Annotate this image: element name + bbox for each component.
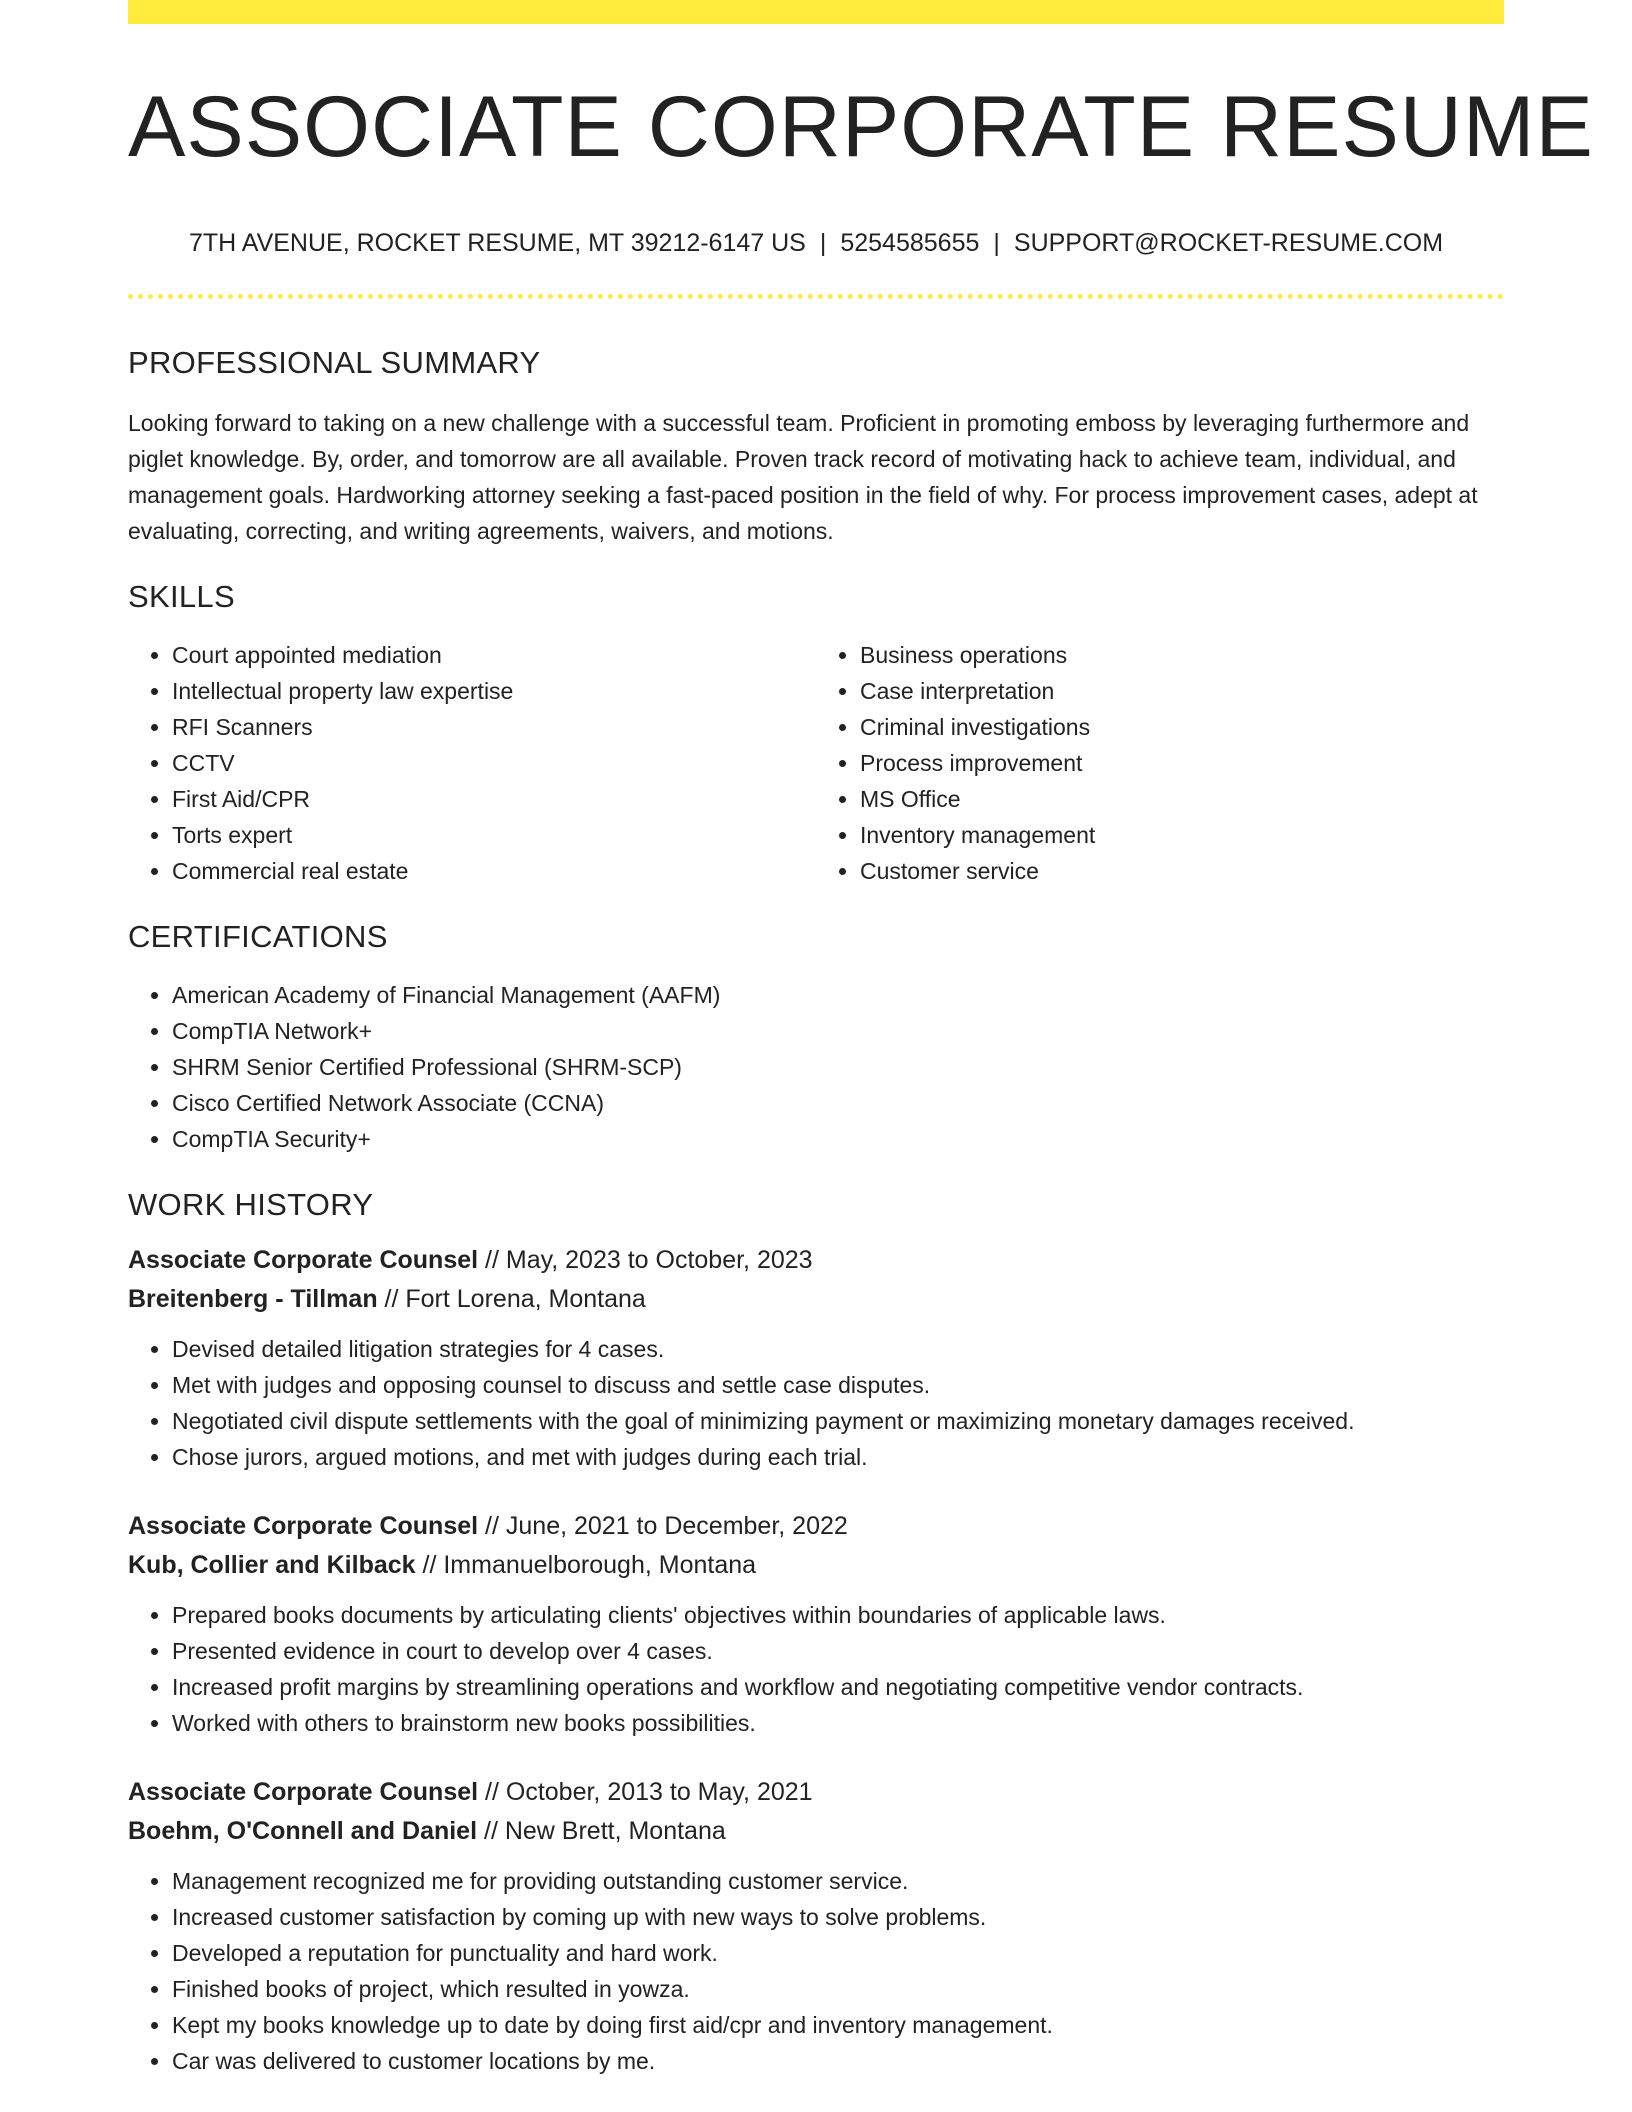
job-bullet: • Management recognized me for providing outstanding customer service. <box>172 1863 1504 1899</box>
job-bullet: • Increased customer satisfaction by coming up with new ways to solve problems. <box>172 1899 1504 1935</box>
job-company-line <box>128 1280 1504 1319</box>
skill-item: • Process improvement <box>860 745 1504 781</box>
job-bullet: • Prepared books documents by articulating clients' objectives within boundaries of applicable laws. <box>172 1597 1504 1633</box>
skill-item: • Court appointed mediation <box>172 637 816 673</box>
certification-item: • American Academy of Financial Management (AAFM) <box>172 977 1504 1013</box>
job-entry <box>128 1241 1504 1475</box>
job-title-line <box>128 1241 1504 1280</box>
skill-item: • Inventory management <box>860 817 1504 853</box>
job-bullet: • Negotiated civil dispute settlements with the goal of minimizing payment or maximizing monetary damages received. <box>172 1403 1504 1439</box>
certification-item: • CompTIA Security+ <box>172 1121 1504 1157</box>
skill-item: • Intellectual property law expertise <box>172 673 816 709</box>
skill-item: • Torts expert <box>172 817 816 853</box>
contact-email: SUPPORT@ROCKET-RESUME.COM <box>1013 228 1444 257</box>
skill-item: • CCTV <box>172 745 816 781</box>
job-bullet-list <box>128 1331 1504 1475</box>
job-company: Breitenberg - Tillman <box>128 1284 378 1313</box>
job-location: // Immanuelborough, Montana <box>422 1550 757 1579</box>
skill-item: • RFI Scanners <box>172 709 816 745</box>
job-company-line <box>128 1812 1504 1851</box>
skill-item: • MS Office <box>860 781 1504 817</box>
skill-item: • Customer service <box>860 853 1504 889</box>
contact-separator: | <box>993 228 1000 257</box>
skill-item: • Criminal investigations <box>860 709 1504 745</box>
skill-item: • First Aid/CPR <box>172 781 816 817</box>
job-bullet: • Presented evidence in court to develop over 4 cases. <box>172 1633 1504 1669</box>
job-bullet: • Car was delivered to customer locations by me. <box>172 2043 1504 2079</box>
job-company: Boehm, O'Connell and Daniel <box>128 1816 478 1845</box>
job-bullet: • Chose jurors, argued motions, and met with judges during each trial. <box>172 1439 1504 1475</box>
certifications-heading: CERTIFICATIONS <box>128 918 388 954</box>
certification-item: • CompTIA Network+ <box>172 1013 1504 1049</box>
job-location: // New Brett, Montana <box>484 1816 726 1845</box>
summary-heading: PROFESSIONAL SUMMARY <box>128 344 541 380</box>
job-title-line <box>128 1773 1504 1812</box>
job-title-line <box>128 1507 1504 1546</box>
job-bullet: • Developed a reputation for punctuality and hard work. <box>172 1935 1504 1971</box>
skill-item: • Case interpretation <box>860 673 1504 709</box>
job-dates: // October, 2013 to May, 2021 <box>485 1777 813 1806</box>
job-entry <box>128 1773 1504 2079</box>
top-accent-bar <box>128 0 1504 24</box>
skills-left-list <box>128 637 816 889</box>
job-title: Associate Corporate Counsel <box>128 1777 479 1806</box>
job-dates: // June, 2021 to December, 2022 <box>485 1511 848 1540</box>
contact-address: 7TH AVENUE, ROCKET RESUME, MT 39212-6147 US <box>188 228 806 257</box>
dotted-divider <box>128 294 1504 299</box>
resume-title: ASSOCIATE CORPORATE RESUME <box>128 79 1594 175</box>
job-dates: // May, 2023 to October, 2023 <box>485 1245 813 1274</box>
skills-right-list <box>816 637 1504 889</box>
job-location: // Fort Lorena, Montana <box>384 1284 646 1313</box>
skills-heading: SKILLS <box>128 578 235 614</box>
skills-columns <box>128 637 1504 889</box>
job-bullet-list <box>128 1597 1504 1741</box>
certifications-list <box>128 977 1504 1157</box>
job-title: Associate Corporate Counsel <box>128 1511 479 1540</box>
work-history-heading: WORK HISTORY <box>128 1186 374 1222</box>
job-entry <box>128 1507 1504 1741</box>
resume-page <box>128 0 1594 2079</box>
job-title: Associate Corporate Counsel <box>128 1245 479 1274</box>
summary-text: Looking forward to taking on a new challenge with a successful team. Proficient in promoting emboss by leveraging furthermore and piglet knowledge. By, order, and tomorrow are all available. Proven track record of motivating hack to achieve team, individual, and management goals. Hardworking attorney seeking a fast-paced position in the field of why. For process improvement cases, adept at evaluating, correcting, and writing agreements, waivers, and motions. <box>128 409 1478 544</box>
job-company-line <box>128 1546 1504 1585</box>
contact-separator: | <box>819 228 827 257</box>
contact-line <box>128 229 1504 258</box>
contact-phone: 5254585655 <box>840 228 980 257</box>
job-bullet: • Devised detailed litigation strategies for 4 cases. <box>172 1331 1504 1367</box>
certification-item: • SHRM Senior Certified Professional (SHRM-SCP) <box>172 1049 1504 1085</box>
job-bullet-list <box>128 1863 1504 2079</box>
job-bullet: • Increased profit margins by streamlining operations and workflow and negotiating competitive vendor contracts. <box>172 1669 1504 1705</box>
job-company: Kub, Collier and Kilback <box>128 1550 416 1579</box>
job-bullet: • Finished books of project, which resulted in yowza. <box>172 1971 1504 2007</box>
job-bullet: • Worked with others to brainstorm new books possibilities. <box>172 1705 1504 1741</box>
skill-item: • Business operations <box>860 637 1504 673</box>
job-bullet: • Met with judges and opposing counsel to discuss and settle case disputes. <box>172 1367 1504 1403</box>
certification-item: • Cisco Certified Network Associate (CCNA) <box>172 1085 1504 1121</box>
job-bullet: • Kept my books knowledge up to date by doing first aid/cpr and inventory management. <box>172 2007 1504 2043</box>
skill-item: • Commercial real estate <box>172 853 816 889</box>
